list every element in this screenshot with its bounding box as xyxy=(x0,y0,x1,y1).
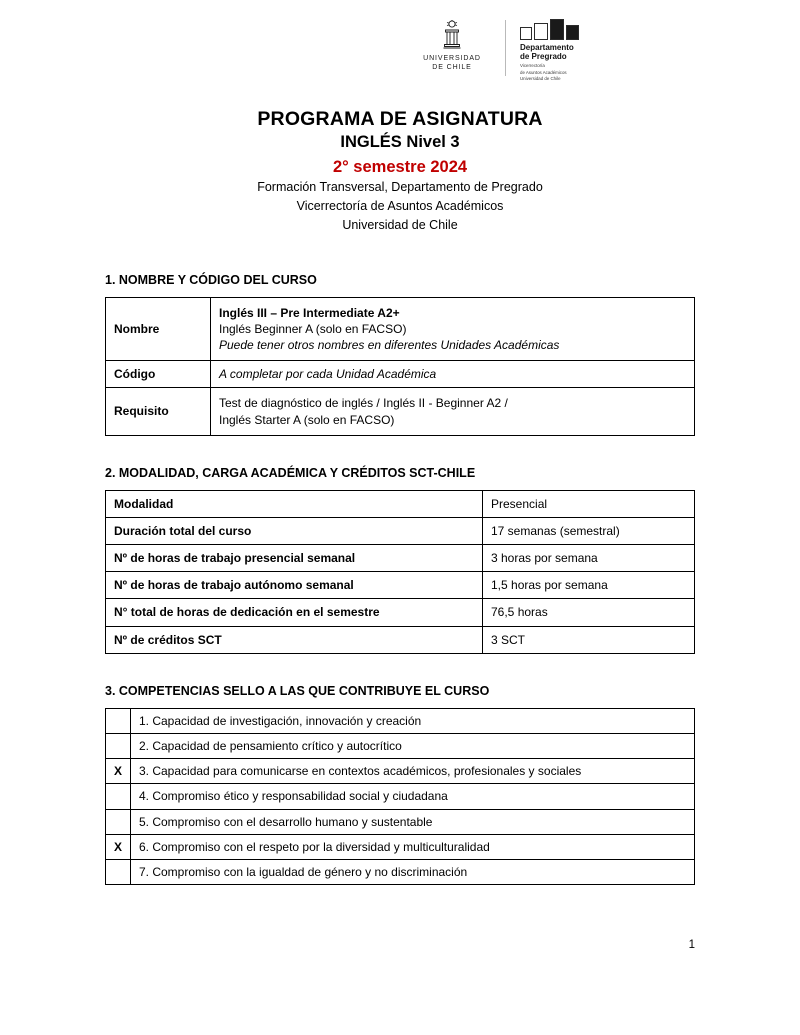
competencia-text-4: 4. Compromiso ético y responsabilidad social y ciudadana xyxy=(131,784,695,809)
competencia-mark-7[interactable] xyxy=(106,859,131,884)
row-label-codigo: Código xyxy=(106,361,211,388)
course-name-code-table xyxy=(105,297,695,436)
table-row xyxy=(106,517,695,544)
modalidad-carga-table xyxy=(105,490,695,654)
logo-depto-sub2: de Asuntos Académicos xyxy=(520,69,567,75)
table-row xyxy=(106,599,695,626)
row-label-nombre: Nombre xyxy=(106,297,211,361)
document-title-block xyxy=(105,107,695,235)
table-row xyxy=(106,490,695,517)
logo-divider xyxy=(505,20,506,76)
table-row xyxy=(106,708,695,733)
logo-uchile-line2: DE CHILE xyxy=(432,63,472,71)
logo-depto-sub3: Universidad de Chile xyxy=(520,76,561,82)
section-1-heading: 1. NOMBRE Y CÓDIGO DEL CURSO xyxy=(105,272,317,287)
competencias-sello-table xyxy=(105,708,695,885)
table-row xyxy=(106,834,695,859)
course-name-note: Puede tener otros nombres en diferentes Unidades Académicas xyxy=(219,337,560,352)
row-value-creditos: 3 SCT xyxy=(483,626,695,653)
row-value-horas-presencial: 3 horas por semana xyxy=(483,545,695,572)
section-2-heading: 2. MODALIDAD, CARGA ACADÉMICA Y CRÉDITOS SCT-CHILE xyxy=(105,465,476,480)
logo-depto-line1: Departamento xyxy=(520,43,574,52)
universidad-de-chile-logo xyxy=(413,18,491,73)
table-row xyxy=(106,734,695,759)
competencia-text-7: 7. Compromiso con la igualdad de género y no discriminación xyxy=(131,859,695,884)
row-value-duracion: 17 semanas (semestral) xyxy=(483,517,695,544)
row-value-nombre xyxy=(211,297,695,361)
university-crest-icon xyxy=(437,18,467,52)
competencia-text-6: 6. Compromiso con el respeto por la diversidad y multiculturalidad xyxy=(131,834,695,859)
logo-depto-line2: de Pregrado xyxy=(520,52,567,62)
row-key-duracion: Duración total del curso xyxy=(106,517,483,544)
departamento-pregrado-logo xyxy=(520,18,600,83)
affiliation-line-1: Formación Transversal, Departamento de Pregrado xyxy=(257,180,543,195)
competencia-mark-3[interactable]: X xyxy=(106,759,131,784)
table-row xyxy=(106,545,695,572)
logo-uchile-line1: UNIVERSIDAD xyxy=(423,55,481,62)
table-row xyxy=(106,388,695,435)
row-value-codigo: A completar por cada Unidad Académica xyxy=(211,361,695,388)
competencia-mark-6[interactable]: X xyxy=(106,834,131,859)
course-name-bold: Inglés III – Pre Intermediate A2+ xyxy=(219,305,400,320)
row-key-horas-presencial: Nº de horas de trabajo presencial semanal xyxy=(106,545,483,572)
section-3-heading: 3. COMPETENCIAS SELLO A LAS QUE CONTRIBUYE EL CURSO xyxy=(105,683,490,698)
row-key-horas-autonomo: Nº de horas de trabajo autónomo semanal xyxy=(106,572,483,599)
competencia-mark-1[interactable] xyxy=(106,708,131,733)
competencia-mark-5[interactable] xyxy=(106,809,131,834)
table-row xyxy=(106,572,695,599)
page-number: 1 xyxy=(688,939,695,951)
row-value-total-horas: 76,5 horas xyxy=(483,599,695,626)
competencia-text-5: 5. Compromiso con el desarrollo humano y sustentable xyxy=(131,809,695,834)
competencia-text-3: 3. Capacidad para comunicarse en contextos académicos, profesionales y sociales xyxy=(131,759,695,784)
affiliation-line-2: Vicerrectoría de Asuntos Académicos xyxy=(296,199,504,214)
row-label-requisito: Requisito xyxy=(106,388,211,435)
course-title: INGLÉS Nivel 3 xyxy=(340,133,460,152)
logo-depto-sub1: Vicerrectoría xyxy=(520,63,545,69)
header-logos xyxy=(105,0,695,83)
page-title: PROGRAMA DE ASIGNATURA xyxy=(257,107,543,130)
row-key-total-horas: N° total de horas de dedicación en el semestre xyxy=(106,599,483,626)
row-key-creditos: Nº de créditos SCT xyxy=(106,626,483,653)
requisito-line-2: Inglés Starter A (solo en FACSO) xyxy=(219,412,395,427)
course-name-alt: Inglés Beginner A (solo en FACSO) xyxy=(219,321,407,336)
competencia-text-2: 2. Capacidad de pensamiento crítico y autocrítico xyxy=(131,734,695,759)
requisito-line-1: Test de diagnóstico de inglés / Inglés II - Beginner A2 / xyxy=(219,396,508,411)
table-row xyxy=(106,784,695,809)
table-row xyxy=(106,361,695,388)
row-value-requisito xyxy=(211,388,695,435)
pregrado-blocks-icon xyxy=(520,20,600,40)
table-row xyxy=(106,297,695,361)
affiliation-line-3: Universidad de Chile xyxy=(342,217,458,232)
row-value-modalidad: Presencial xyxy=(483,490,695,517)
row-key-modalidad: Modalidad xyxy=(106,490,483,517)
row-value-horas-autonomo: 1,5 horas por semana xyxy=(483,572,695,599)
semester-label: 2° semestre 2024 xyxy=(332,157,468,176)
competencia-mark-4[interactable] xyxy=(106,784,131,809)
table-row xyxy=(106,809,695,834)
table-row xyxy=(106,759,695,784)
table-row xyxy=(106,626,695,653)
competencia-text-1: 1. Capacidad de investigación, innovación y creación xyxy=(131,708,695,733)
table-row xyxy=(106,859,695,884)
competencia-mark-2[interactable] xyxy=(106,734,131,759)
